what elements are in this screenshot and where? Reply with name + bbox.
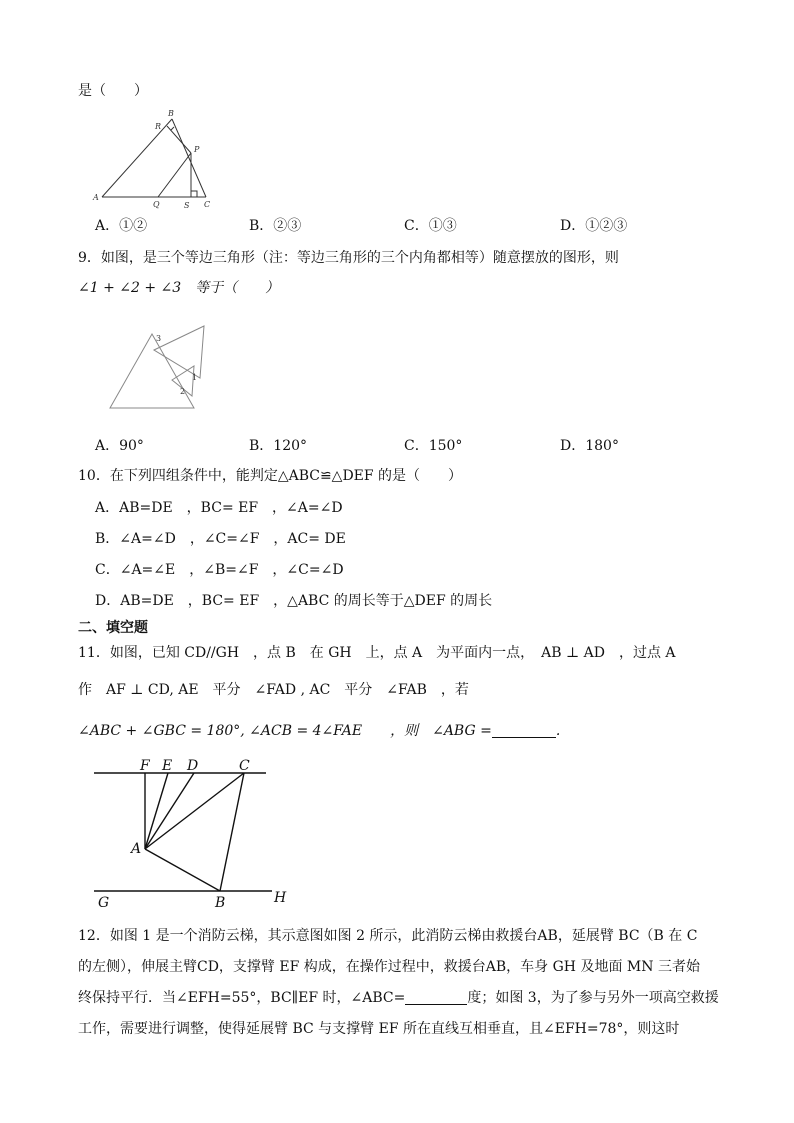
q11-period: .	[555, 723, 561, 739]
q8-label-q: Q	[153, 200, 160, 209]
q11-stem-line2: 作 AF ⊥ CD, AE 平分 ∠FAD , AC 平分 ∠FAB ，若	[78, 682, 469, 698]
q11-label-f: F	[140, 758, 150, 774]
q11-label-c: C	[239, 758, 250, 774]
q11-label-e: E	[162, 758, 173, 774]
q11-answer-blank[interactable]	[492, 723, 556, 738]
q9-option-b: B．120°	[249, 438, 308, 454]
q12-stem-line4: 工作，需要进行调整，使得延展臂 BC 与支撑臂 EF 所在直线互相垂直，且∠EFH=78°，则这时	[78, 1021, 680, 1037]
section-heading-fill-in: 二、填空题	[78, 620, 148, 636]
q9-option-d: D．180°	[560, 438, 619, 454]
q10-option-d: D．AB=DE ，BC= EF ，△ABC 的周长等于△DEF 的周长	[95, 593, 493, 609]
q9-stem-line1: 9．如图，是三个等边三角形（注：等边三角形的三个内角都相等）随意摆放的图形，则	[78, 250, 619, 266]
q8-label-s: S	[184, 201, 190, 210]
q11-stem-line1: 11．如图，已知 CD//GH ，点 B 在 GH 上，点 A 为平面内一点， AB ⊥ AD ，过点 A	[78, 645, 676, 661]
q9-angle-label-1: 1	[192, 373, 198, 382]
q12-stem-line1: 12．如图 1 是一个消防云梯，其示意图如图 2 所示，此消防云梯由救援台AB，延展臂 BC（B 在 C	[78, 928, 698, 944]
q10-option-c: C．∠A=∠E ，∠B=∠F ，∠C=∠D	[95, 562, 344, 578]
q12-continuation: 度；如图 3，为了参与另外一项高空救援	[467, 990, 719, 1006]
q11-label-a: A	[131, 841, 142, 857]
q8-option-a: A．①②	[95, 218, 148, 234]
q9-stem-line2: ∠1 + ∠2 + ∠3 等于（ ）	[78, 280, 280, 296]
q9-figure	[104, 320, 214, 415]
q8-option-d: D．①②③	[560, 218, 628, 234]
q9-angle-label-2: 2	[180, 387, 186, 396]
q8-option-c: C．①③	[404, 218, 457, 234]
q8-option-b: B．②③	[249, 218, 302, 234]
q9-option-c: C．150°	[404, 438, 463, 454]
q10-option-b: B．∠A=∠D ，∠C=∠F ，AC= DE	[95, 531, 346, 547]
q8-figure	[88, 104, 218, 214]
q8-stem-tail: 是（ ）	[78, 83, 148, 99]
q11-figure	[88, 754, 287, 914]
q11-stem-line3	[78, 722, 560, 740]
q12-condition: 终保持平行．当∠EFH=55°，BC∥EF 时，∠ABC=	[78, 990, 406, 1006]
q11-condition: ∠ABC + ∠GBC = 180°, ∠ACB = 4∠FAE ，则 ∠ABG =	[78, 723, 492, 739]
q11-label-g: G	[98, 895, 110, 911]
q8-label-r: R	[155, 122, 162, 131]
q8-label-b: B	[168, 109, 174, 118]
q9-option-a: A．90°	[95, 438, 144, 454]
q11-label-h: H	[274, 890, 287, 906]
q12-stem-line2: 的左侧），伸展主臂CD，支撑臂 EF 构成，在操作过程中，救援台AB，车身 GH 及地面 MN 三者始	[78, 959, 700, 975]
q10-stem: 10．在下列四组条件中，能判定△ABC≌△DEF 的是（ ）	[78, 468, 463, 484]
q8-label-c: C	[204, 200, 211, 209]
q12-answer-blank[interactable]	[405, 990, 467, 1005]
q11-label-d: D	[187, 758, 199, 774]
q8-label-p: P	[194, 145, 200, 154]
q10-option-a: A．AB=DE ，BC= EF ，∠A=∠D	[95, 500, 343, 516]
q8-label-a: A	[93, 193, 99, 202]
q9-angle-label-3: 3	[156, 334, 162, 343]
q12-stem-line3	[78, 989, 719, 1007]
q11-label-b: B	[215, 895, 226, 911]
